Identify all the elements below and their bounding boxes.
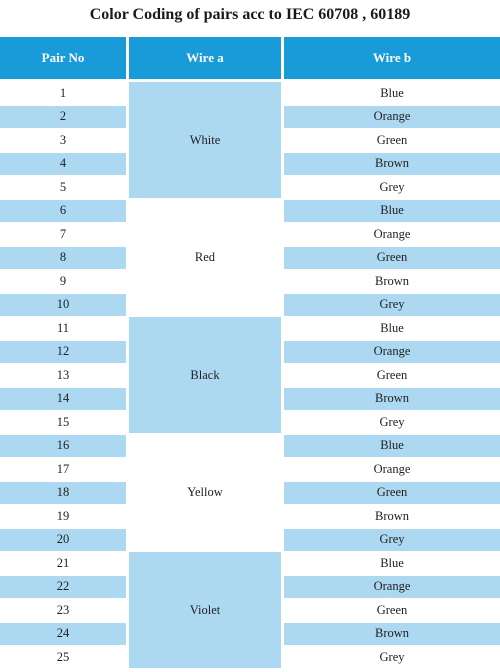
wire-a-group-cell: Red (194, 250, 216, 264)
pair-no-cell: 10 (0, 294, 126, 316)
header-wire-a: Wire a (129, 37, 281, 79)
pair-no-cell: 6 (0, 200, 126, 222)
wire-b-cell: Green (376, 132, 408, 147)
pair-no-cell: 23 (56, 602, 70, 617)
pair-no-cell: 3 (59, 132, 67, 147)
wire-b-cell: Orange (373, 226, 411, 241)
wire-b-cell: Grey (379, 179, 405, 194)
pair-no-cell: 2 (0, 106, 126, 128)
wire-b-cell: Blue (284, 435, 500, 457)
wire-b-cell: Orange (284, 341, 500, 363)
wire-b-cell: Green (284, 482, 500, 504)
pair-no-cell: 1 (59, 85, 67, 100)
pair-no-cell: 19 (56, 508, 70, 523)
wire-b-cell: Grey (284, 529, 500, 551)
pair-no-cell: 24 (0, 623, 126, 645)
pair-no-cell: 11 (56, 320, 70, 335)
pair-no-cell: 7 (59, 226, 67, 241)
pair-no-cell: 13 (56, 367, 70, 382)
pair-no-cell: 12 (0, 341, 126, 363)
pair-no-cell: 20 (0, 529, 126, 551)
wire-b-cell: Brown (374, 508, 410, 523)
wire-b-cell: Brown (284, 388, 500, 410)
wire-b-cell: Blue (284, 200, 500, 222)
wire-b-cell: Grey (379, 414, 405, 429)
pair-no-cell: 14 (0, 388, 126, 410)
wire-b-cell: Green (284, 247, 500, 269)
wire-b-cell: Orange (284, 576, 500, 598)
wire-b-cell: Blue (380, 85, 404, 100)
wire-a-group-cell: Yellow (187, 485, 223, 499)
pair-no-cell: 21 (56, 555, 70, 570)
pair-no-cell: 4 (0, 153, 126, 175)
wire-b-cell: Brown (284, 623, 500, 645)
wire-b-cell: Green (376, 602, 408, 617)
wire-a-group-cell: White (129, 82, 281, 198)
header-pair-no: Pair No (0, 37, 126, 79)
wire-b-cell: Orange (373, 461, 411, 476)
pair-no-cell: 5 (59, 179, 67, 194)
header-wire-b: Wire b (284, 37, 500, 79)
pair-no-cell: 18 (0, 482, 126, 504)
pair-no-cell: 22 (0, 576, 126, 598)
wire-b-cell: Grey (379, 649, 405, 664)
wire-b-cell: Blue (380, 555, 404, 570)
pair-no-cell: 16 (0, 435, 126, 457)
wire-b-cell: Blue (380, 320, 404, 335)
pair-no-cell: 15 (56, 414, 70, 429)
wire-b-cell: Green (376, 367, 408, 382)
pair-no-cell: 8 (0, 247, 126, 269)
pair-no-cell: 25 (56, 649, 70, 664)
wire-a-group-cell: Violet (129, 552, 281, 668)
wire-b-cell: Brown (284, 153, 500, 175)
wire-a-group-cell: Black (129, 317, 281, 433)
pair-no-cell: 17 (56, 461, 70, 476)
pair-no-cell: 9 (59, 273, 67, 288)
wire-b-cell: Orange (284, 106, 500, 128)
table-title: Color Coding of pairs acc to IEC 60708 , 60189 (89, 6, 411, 23)
wire-b-cell: Grey (284, 294, 500, 316)
wire-b-cell: Brown (374, 273, 410, 288)
